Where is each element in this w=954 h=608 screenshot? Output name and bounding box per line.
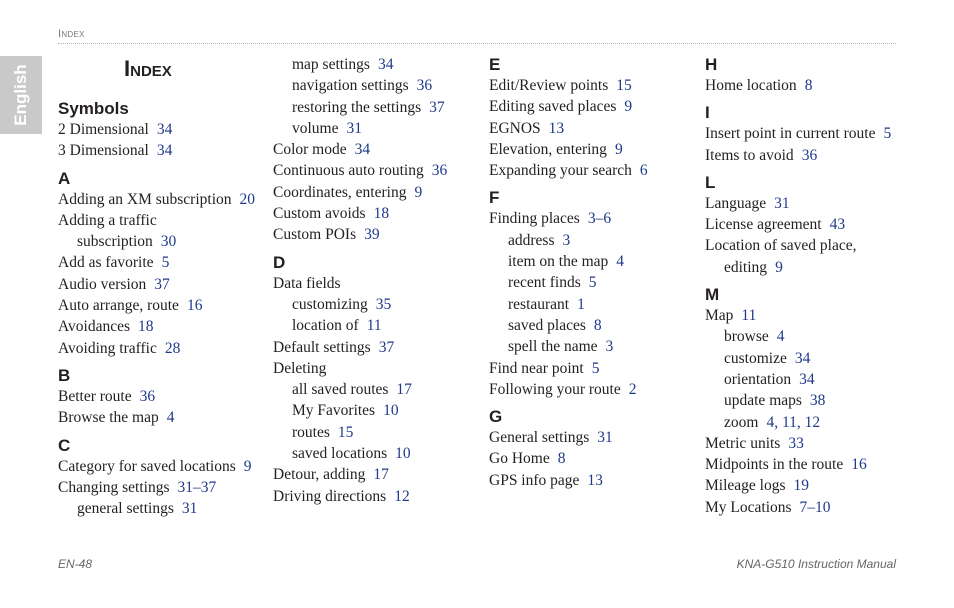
index-subentry (489, 294, 689, 315)
entry-text: Continuous auto routing (273, 162, 424, 180)
page-link[interactable]: 34 (377, 56, 394, 73)
page-link[interactable]: 17 (373, 466, 389, 484)
page-link[interactable]: 3 (562, 231, 571, 249)
index-subentry (489, 272, 689, 293)
index-subentry (273, 422, 473, 443)
index-subentry (705, 257, 905, 278)
index-entry (489, 75, 689, 96)
index-subentry (273, 443, 473, 464)
index-entry (58, 274, 258, 295)
entry-text: 3 Dimensional (58, 142, 149, 160)
entry-text: My Favorites (292, 402, 376, 420)
page-link[interactable]: 34 (799, 370, 815, 388)
entry-text: orientation (724, 370, 792, 388)
page-link[interactable]: 36 (801, 146, 818, 164)
section-heading-d: D (273, 252, 286, 272)
page-link[interactable]: 8 (557, 450, 566, 468)
index-entry (58, 119, 258, 140)
page-link[interactable]: 43 (829, 216, 846, 234)
index-entry (273, 486, 473, 507)
index-column-4 (705, 54, 905, 518)
index-entry (489, 470, 689, 491)
index-subentry (489, 251, 689, 272)
entry-text: Adding an XM subscription (58, 190, 232, 208)
page-link[interactable]: 36 (139, 387, 156, 405)
page-link[interactable]: 30 (160, 233, 177, 251)
entry-text: general settings (77, 500, 174, 518)
index-subentry (273, 400, 473, 421)
section-heading-c: C (58, 435, 71, 455)
index-subentry (489, 336, 689, 357)
entry-text: restaurant (508, 295, 570, 313)
page-link[interactable]: 5 (883, 125, 892, 143)
entry-text: Coordinates, entering (273, 183, 407, 201)
page-link[interactable]: 20 (239, 190, 256, 208)
index-entry (273, 273, 473, 294)
page-link[interactable]: 11 (366, 317, 382, 335)
page-link[interactable]: 31 (346, 119, 362, 137)
index-entry (489, 139, 689, 160)
entry-text: General settings (489, 429, 590, 447)
index-entry (489, 96, 689, 117)
entry-text: Custom avoids (273, 205, 366, 223)
index-column-1 (58, 54, 258, 519)
entry-text: recent finds (508, 274, 581, 292)
entry-text: Metric units (705, 434, 781, 452)
page-link[interactable]: 6 (639, 162, 648, 180)
index-entry (273, 337, 473, 358)
entry-text: address (508, 231, 555, 249)
entry-text: Following your route (489, 380, 621, 398)
section-heading-f: F (489, 188, 500, 208)
page-link[interactable]: 8 (804, 77, 813, 94)
index-subentry (705, 348, 905, 369)
index-subentry (273, 118, 473, 139)
index-entry (58, 140, 258, 161)
index-entry (489, 118, 689, 139)
entry-text: Deleting (273, 359, 327, 377)
page-link[interactable]: 10 (383, 402, 399, 420)
index-entry (489, 160, 689, 181)
entry-text: Driving directions (273, 487, 387, 505)
page-link[interactable]: 15 (616, 77, 632, 94)
page-link[interactable]: 17 (396, 381, 412, 399)
section-heading-l: L (705, 172, 716, 192)
index-entry (273, 139, 473, 160)
page-link[interactable]: 9 (624, 98, 633, 116)
entry-text: saved locations (292, 445, 388, 463)
index-entry (705, 193, 905, 214)
index-entry (273, 160, 473, 181)
index-subentry (705, 369, 905, 390)
index-subentry (705, 390, 905, 411)
entry-text: zoom (724, 413, 759, 431)
index-entry (705, 454, 905, 475)
entry-text: Detour, adding (273, 466, 366, 484)
page-link[interactable]: 34 (354, 141, 371, 159)
page-link[interactable]: 9 (614, 140, 623, 158)
page-number: EN-48 (58, 557, 93, 571)
index-subentry (273, 97, 473, 118)
index-subentry (273, 294, 473, 315)
language-tab (0, 56, 42, 134)
index-subentry (489, 315, 689, 336)
page-link[interactable]: 16 (851, 456, 867, 474)
page-link[interactable]: 31 (597, 429, 613, 447)
page-link[interactable]: 28 (164, 339, 181, 357)
entry-text: location of (292, 317, 359, 335)
entry-text: Home location (705, 77, 797, 94)
entry-text: Add as favorite (58, 254, 154, 272)
entry-text: My Locations (705, 498, 792, 516)
entry-text: browse (724, 328, 769, 346)
entry-text: Go Home (489, 450, 550, 468)
section-heading-symbols: Symbols (58, 99, 129, 118)
page-link[interactable]: 10 (395, 445, 411, 463)
page-link[interactable]: 4, 11, 12 (766, 413, 821, 431)
page-link[interactable]: 37 (429, 98, 445, 116)
index-entry (58, 210, 258, 231)
entry-text: Edit/Review points (489, 77, 609, 94)
page-link[interactable]: 5 (591, 359, 600, 377)
page-link[interactable]: 16 (186, 297, 203, 315)
entry-text: Items to avoid (705, 146, 794, 164)
header-divider (58, 43, 896, 44)
page-link[interactable]: 37 (154, 275, 170, 293)
entry-text: Avoiding traffic (58, 339, 157, 357)
entry-text: subscription (77, 233, 153, 251)
entry-text: navigation settings (292, 77, 409, 95)
page-link[interactable]: 31 (181, 500, 198, 518)
entry-text: Browse the map (58, 409, 159, 427)
index-entry (273, 358, 473, 379)
section-heading-b: B (58, 365, 71, 385)
page-link[interactable]: 35 (375, 295, 392, 313)
index-entry (705, 214, 905, 235)
entry-text: Insert point in current route (705, 125, 876, 143)
index-entry (705, 123, 905, 144)
entry-text: Finding places (489, 210, 580, 228)
entry-text: spell the name (508, 338, 598, 356)
index-column-3 (489, 54, 689, 491)
page-link[interactable]: 13 (587, 471, 603, 489)
page-link[interactable]: 9 (775, 258, 783, 276)
section-heading-e: E (489, 55, 501, 74)
index-subentry (273, 54, 473, 75)
index-subentry (705, 412, 905, 433)
index-subentry (273, 379, 473, 400)
entry-text: Audio version (58, 275, 147, 293)
index-entry (705, 235, 905, 256)
page-link[interactable]: 3 (605, 338, 614, 356)
index-entry (705, 145, 905, 166)
entry-text: Category for saved locations (58, 457, 236, 475)
index-subentry (273, 315, 473, 336)
entry-text: GPS info page (489, 471, 580, 489)
index-subentry (705, 326, 905, 347)
index-entry (489, 448, 689, 469)
page-link[interactable]: 18 (138, 318, 154, 336)
page-link[interactable]: 8 (593, 316, 602, 334)
entry-text: customizing (292, 295, 368, 313)
section-heading-a: A (58, 168, 71, 188)
entry-text: Default settings (273, 338, 371, 356)
index-entry (58, 316, 258, 337)
page-link[interactable]: 1 (577, 295, 585, 313)
entry-text: Elevation, entering (489, 140, 607, 158)
index-entry (58, 338, 258, 359)
entry-text: volume (292, 119, 339, 137)
page-link[interactable]: 11 (741, 307, 757, 325)
page-link[interactable]: 4 (776, 328, 785, 346)
page-link[interactable]: 36 (416, 77, 433, 95)
page-link[interactable]: 4 (166, 409, 175, 427)
entry-text: Custom POIs (273, 226, 357, 244)
entry-text: EGNOS (489, 119, 541, 137)
page-link[interactable]: 7–10 (799, 498, 831, 516)
page-link[interactable]: 9 (243, 457, 252, 475)
entry-text: Adding a traffic (58, 211, 157, 229)
page-link[interactable]: 34 (156, 142, 173, 160)
index-entry (58, 189, 258, 210)
index-entry (273, 182, 473, 203)
page-link[interactable]: 9 (414, 183, 423, 201)
index-subentry (58, 498, 258, 519)
index-entry (489, 427, 689, 448)
index-entry (58, 386, 258, 407)
manual-title: KNA-G510 Instruction Manual (736, 557, 896, 571)
index-entry (705, 305, 905, 326)
page-link[interactable]: 33 (788, 434, 804, 452)
index-entry (58, 456, 258, 477)
entry-text: Midpoints in the route (705, 456, 844, 474)
page-link[interactable]: 38 (809, 392, 826, 410)
page-title: Index (124, 56, 172, 81)
index-entry (705, 75, 905, 96)
index-entry (273, 224, 473, 245)
entry-text: update maps (724, 392, 802, 410)
index-entry (273, 464, 473, 485)
entry-text: routes (292, 423, 330, 441)
page-link[interactable]: 4 (616, 253, 625, 271)
page-link[interactable]: 37 (378, 338, 395, 356)
entry-text: Data fields (273, 274, 341, 292)
entry-text: map settings (292, 56, 370, 73)
running-header: Index (58, 28, 85, 40)
index-subentry (489, 230, 689, 251)
index-entry (705, 433, 905, 454)
index-entry (58, 252, 258, 273)
index-entry (489, 379, 689, 400)
page-link[interactable]: 3–6 (587, 210, 612, 228)
page-link[interactable]: 18 (373, 205, 390, 223)
page-link[interactable]: 5 (161, 254, 170, 272)
page-link[interactable]: 5 (588, 274, 597, 292)
entry-text: Better route (58, 387, 132, 405)
section-heading-i: I (705, 103, 710, 123)
section-heading-g: G (489, 407, 503, 427)
entry-text: Color mode (273, 141, 347, 159)
entry-text: Avoidances (58, 318, 131, 336)
entry-text: Map (705, 307, 734, 325)
page-link[interactable]: 34 (794, 349, 811, 367)
entry-text: Language (705, 194, 767, 212)
page-link[interactable]: 39 (364, 226, 380, 244)
language-tab-label: English (11, 64, 30, 126)
page-link[interactable]: 36 (431, 162, 448, 180)
entry-text: Location of saved place, (705, 237, 857, 255)
page-link[interactable]: 2 (628, 380, 637, 398)
page-link[interactable]: 15 (337, 423, 354, 441)
index-subentry (273, 75, 473, 96)
index-entry (705, 497, 905, 518)
index-entry (273, 203, 473, 224)
index-entry (58, 477, 258, 498)
entry-text: restoring the settings (292, 98, 422, 116)
index-entry (489, 208, 689, 229)
entry-text: item on the map (508, 253, 609, 271)
page-link[interactable]: 19 (793, 477, 809, 495)
section-heading-m: M (705, 285, 720, 305)
entry-text: License agreement (705, 216, 822, 234)
index-entry (58, 407, 258, 428)
page-link[interactable]: 12 (394, 487, 410, 505)
index-column-2 (273, 54, 473, 507)
index-subentry (58, 231, 258, 252)
entry-text: Mileage logs (705, 477, 786, 495)
entry-text: editing (724, 258, 768, 276)
index-entry (58, 295, 258, 316)
page-link[interactable]: 13 (548, 119, 565, 137)
entry-text: 2 Dimensional (58, 121, 149, 138)
entry-text: customize (724, 349, 787, 367)
entry-text: all saved routes (292, 381, 389, 399)
entry-text: Auto arrange, route (58, 297, 179, 315)
entry-text: Find near point (489, 359, 584, 377)
page-link[interactable]: 31 (774, 194, 790, 212)
page-link[interactable]: 31–37 (177, 478, 217, 496)
entry-text: Editing saved places (489, 98, 617, 116)
page-link[interactable]: 34 (156, 121, 173, 138)
index-entry (489, 358, 689, 379)
entry-text: Expanding your search (489, 162, 632, 180)
entry-text: saved places (508, 316, 586, 334)
section-heading-h: H (705, 55, 718, 74)
entry-text: Changing settings (58, 478, 170, 496)
index-entry (705, 475, 905, 496)
